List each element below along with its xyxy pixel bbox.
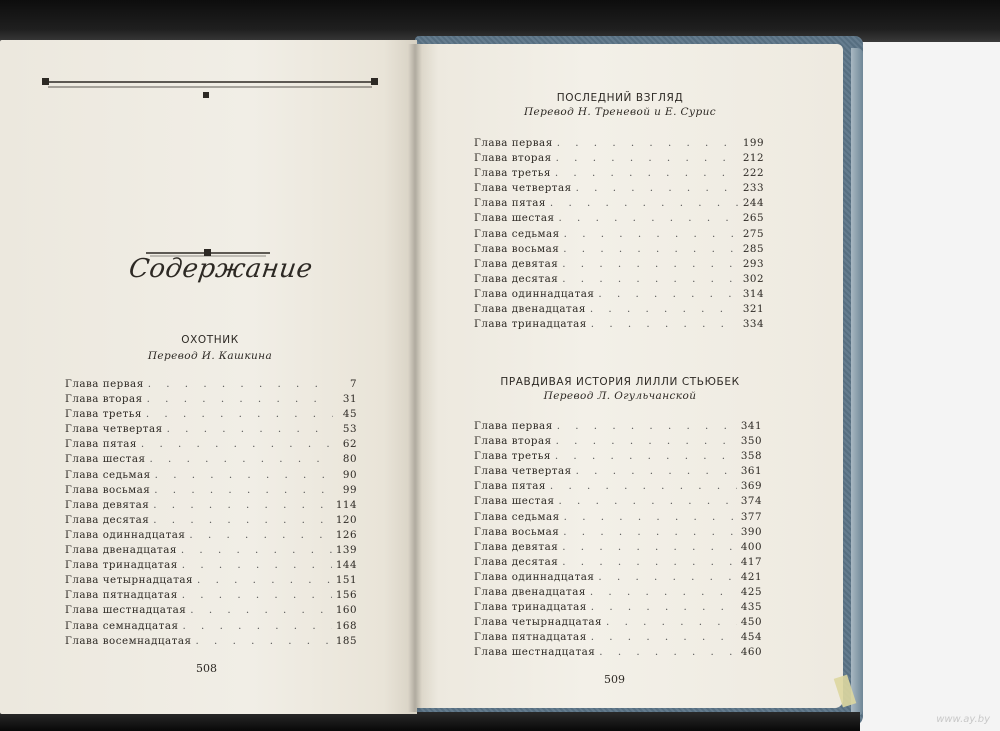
chapter-label: Глава девятая [65,498,150,511]
chapter-page-number: 314 [742,287,764,300]
section-title-hunter: ОХОТНИК [181,334,239,346]
chapter-page-number: 7 [349,378,357,390]
chapter-label: Глава первая [474,137,553,149]
chapter-label: Глава шестая [65,453,146,466]
dot-leader [576,182,739,194]
chapter-label: Глава третья [474,167,551,180]
toc-entry [65,484,357,499]
toc-entry [65,574,357,589]
chapter-label: Глава одиннадцатая [474,287,595,300]
dot-leader [564,511,737,523]
chapter-label: Глава десятая [65,513,150,526]
section-translator-hunter: Перевод И. Кашкина [147,350,273,362]
chapter-label: Глава четвертая [474,465,572,478]
toc-entry [65,453,357,468]
toc-entry [474,556,762,571]
chapter-page-number: 421 [740,570,762,583]
section-title-lilly: ПРАВДИВАЯ ИСТОРИЯ ЛИЛЛИ СТЬЮБЕК [500,376,740,388]
chapter-page-number: 45 [342,408,357,421]
dot-leader [564,228,739,240]
chapter-page-number: 53 [342,423,357,436]
chapter-label: Глава шестнадцатая [65,604,187,617]
contents-heading: Содержание [127,254,315,284]
chapter-label: Глава вторая [474,435,552,448]
dot-leader [556,435,737,447]
chapter-page-number: 185 [335,634,357,647]
chapter-page-number: 425 [740,586,762,599]
chapter-page-number: 212 [742,152,764,165]
chapter-page-number: 374 [740,495,762,508]
dot-leader [149,453,333,465]
chapter-label: Глава восьмая [65,483,151,496]
chapter-page-number: 293 [742,257,764,270]
dot-leader [153,514,332,526]
dot-leader [146,408,333,420]
chapter-page-number: 350 [740,435,762,448]
toc-entry [474,273,764,288]
toc-entry [474,586,762,601]
chapter-page-number: 156 [335,589,357,602]
dot-leader [558,495,736,507]
chapter-page-number: 31 [342,393,357,406]
scan-bottom-shadow [0,712,860,731]
dot-leader [155,469,333,481]
dot-leader [562,258,739,270]
chapter-label: Глава пятнадцатая [474,631,587,644]
chapter-label: Глава восьмая [474,242,560,255]
toc-entry [65,499,357,514]
toc-entry [65,620,357,635]
toc-entry [65,469,357,484]
chapter-label: Глава первая [65,378,144,390]
toc-entry [474,435,762,450]
toc-entry [474,495,762,510]
book-cover-edge [851,48,863,716]
chapter-label: Глава одиннадцатая [65,528,186,541]
chapter-page-number: 321 [742,303,764,316]
chapter-label: Глава тринадцатая [474,318,587,331]
chapter-label: Глава тринадцатая [474,601,587,614]
dot-leader [598,571,736,583]
chapter-page-number: 341 [740,420,762,432]
dot-leader [182,589,332,601]
toc-entry [474,541,762,556]
chapter-page-number: 450 [740,616,762,629]
dot-leader [197,574,332,586]
toc-entry [474,152,764,167]
chapter-page-number: 126 [335,528,357,541]
chapter-page-number: 369 [740,480,762,493]
toc-entry [474,243,764,258]
chapter-page-number: 361 [740,465,762,478]
toc-list-last-look [474,137,764,333]
toc-entry [474,646,762,661]
chapter-page-number: 199 [742,137,764,149]
toc-entry [474,212,764,227]
dot-leader [550,197,739,209]
chapter-page-number: 334 [742,318,764,331]
dot-leader [590,303,739,315]
dot-leader [154,484,333,496]
dot-leader [555,167,739,179]
toc-list-lilly [474,420,762,662]
chapter-page-number: 377 [740,510,762,523]
dot-leader [196,635,332,647]
page-number-right: 509 [604,673,625,686]
toc-entry [474,228,764,243]
chapter-page-number: 90 [342,468,357,481]
chapter-label: Глава шестая [474,212,555,225]
toc-entry [474,601,762,616]
chapter-page-number: 160 [335,604,357,617]
dot-leader [562,556,737,568]
page-number-left: 508 [196,662,217,675]
chapter-page-number: 244 [742,197,764,210]
chapter-page-number: 460 [740,646,762,659]
chapter-page-number: 62 [342,438,357,451]
toc-entry [474,511,762,526]
chapter-label: Глава пятнадцатая [65,589,178,602]
chapter-page-number: 114 [335,498,357,511]
chapter-page-number: 285 [742,242,764,255]
chapter-page-number: 144 [335,559,357,572]
ornament-rule-icon [42,76,378,100]
toc-entry [474,571,762,586]
dot-leader [591,601,737,613]
toc-entry [65,393,357,408]
section-title-last-look: ПОСЛЕДНИЙ ВЗГЛЯД [556,92,684,104]
chapter-page-number: 222 [742,167,764,180]
chapter-label: Глава четырнадцатая [474,616,603,629]
dot-leader [606,616,737,628]
chapter-page-number: 120 [335,513,357,526]
toc-entry [65,589,357,604]
chapter-label: Глава семнадцатая [65,619,179,632]
chapter-page-number: 168 [335,619,357,632]
chapter-label: Глава третья [474,450,551,463]
dot-leader [557,137,739,149]
toc-entry [474,420,762,435]
chapter-label: Глава четвертая [474,182,572,195]
dot-leader [167,423,333,435]
toc-entry [474,137,764,152]
toc-entry [474,616,762,631]
chapter-page-number: 151 [335,574,357,587]
chapter-label: Глава пятая [474,480,546,493]
toc-entry [474,526,762,541]
chapter-page-number: 233 [742,182,764,195]
chapter-label: Глава седьмая [65,468,151,481]
toc-entry [65,438,357,453]
chapter-page-number: 417 [740,555,762,568]
dot-leader [558,212,738,224]
section-translator-last-look: Перевод Н. Треневой и Е. Сурис [523,106,717,118]
chapter-label: Глава восьмая [474,525,560,538]
toc-entry [65,408,357,423]
dot-leader [591,631,737,643]
chapter-label: Глава шестнадцатая [474,646,596,659]
chapter-label: Глава десятая [474,272,559,285]
dot-leader [562,273,739,285]
toc-entry [474,465,762,480]
watermark: www.ay.by [936,714,990,725]
chapter-label: Глава тринадцатая [65,559,178,572]
dot-leader [591,318,739,330]
chapter-page-number: 139 [335,544,357,557]
toc-entry [474,167,764,182]
dot-leader [183,620,332,632]
toc-entry [474,288,764,303]
chapter-label: Глава пятая [65,438,137,451]
toc-entry [474,258,764,273]
chapter-label: Глава пятая [474,197,546,210]
chapter-label: Глава четвертая [65,423,163,436]
toc-entry [474,480,762,495]
toc-entry [474,197,764,212]
chapter-page-number: 302 [742,272,764,285]
dot-leader [148,378,333,390]
dot-leader [147,393,333,405]
toc-entry [65,559,357,574]
toc-entry [474,318,764,333]
chapter-label: Глава одиннадцатая [474,570,595,583]
dot-leader [563,243,739,255]
chapter-label: Глава третья [65,408,142,421]
chapter-page-number: 400 [740,540,762,553]
toc-list-hunter [65,378,357,650]
chapter-label: Глава вторая [65,393,143,406]
section-translator-lilly: Перевод Л. Огульчанской [543,390,697,402]
dot-leader [556,152,739,164]
chapter-page-number: 99 [342,483,357,496]
chapter-label: Глава двенадцатая [474,303,586,316]
chapter-page-number: 265 [742,212,764,225]
dot-leader [181,544,332,556]
chapter-label: Глава седьмая [474,227,560,240]
toc-entry [474,631,762,646]
dot-leader [599,646,737,658]
dot-leader [182,559,332,571]
chapter-label: Глава четырнадцатая [65,574,194,587]
chapter-page-number: 358 [740,450,762,463]
dot-leader [576,465,737,477]
chapter-label: Глава двенадцатая [474,586,586,599]
toc-entry [65,529,357,544]
chapter-label: Глава седьмая [474,510,560,523]
toc-entry [65,514,357,529]
toc-entry [65,423,357,438]
chapter-label: Глава восемнадцатая [65,634,192,647]
toc-entry [474,450,762,465]
chapter-page-number: 80 [342,453,357,466]
chapter-label: Глава десятая [474,555,559,568]
chapter-label: Глава двенадцатая [65,544,177,557]
dot-leader [563,526,737,538]
dot-leader [153,499,332,511]
toc-entry [65,378,357,393]
chapter-label: Глава девятая [474,540,559,553]
chapter-page-number: 390 [740,525,762,538]
dot-leader [598,288,738,300]
chapter-page-number: 275 [742,227,764,240]
toc-entry [474,182,764,197]
toc-entry [65,604,357,619]
dot-leader [189,529,331,541]
dot-leader [562,541,737,553]
dot-leader [141,438,333,450]
toc-entry [65,544,357,559]
dot-leader [590,586,737,598]
dot-leader [550,480,737,492]
book-gutter [408,44,422,712]
chapter-label: Глава вторая [474,152,552,165]
chapter-label: Глава шестая [474,495,555,508]
toc-entry [474,303,764,318]
chapter-page-number: 435 [740,601,762,614]
dot-leader [190,604,332,616]
chapter-label: Глава девятая [474,257,559,270]
toc-entry [65,635,357,650]
dot-leader [557,420,737,432]
chapter-label: Глава первая [474,420,553,432]
chapter-page-number: 454 [740,631,762,644]
dot-leader [555,450,737,462]
